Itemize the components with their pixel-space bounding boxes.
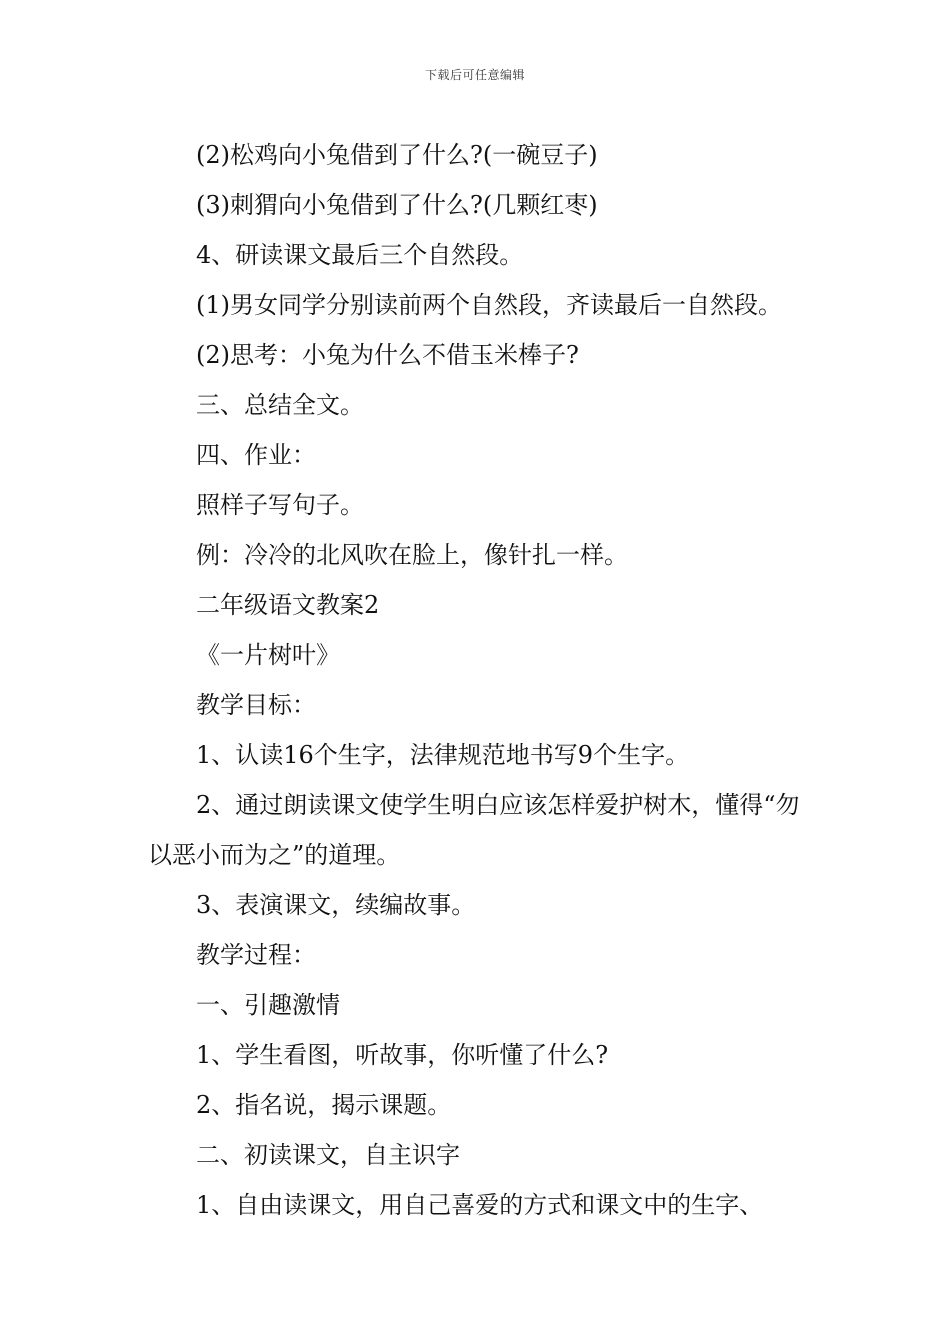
paragraph: 1、认读16个生字，法律规范地书写9个生字。 — [196, 741, 690, 769]
paragraph: 教学过程： — [196, 941, 316, 969]
paragraph: 2、通过朗读课文使学生明白应该怎样爱护树木，懂得“勿以恶小而为之”的道理。 — [148, 791, 800, 869]
paragraph: 四、作业： — [196, 441, 316, 469]
page-header: 下载后可任意编辑 — [424, 68, 525, 82]
paragraph: 4、研读课文最后三个自然段。 — [196, 241, 524, 269]
paragraph: (2)思考：小兔为什么不借玉米棒子? — [196, 341, 579, 369]
paragraph: 照样子写句子。 — [196, 491, 364, 519]
paragraph: 3、表演课文，续编故事。 — [196, 891, 476, 919]
paragraph: 一、引趣激情 — [196, 991, 340, 1019]
paragraph: 例：冷冷的北风吹在脸上，像针扎一样。 — [196, 541, 628, 569]
paragraph: (2)松鸡向小兔借到了什么?(一碗豆子) — [196, 141, 598, 169]
paragraph: (3)刺猬向小兔借到了什么?(几颗红枣) — [196, 191, 598, 219]
lesson-title: 《一片树叶》 — [196, 641, 340, 669]
paragraph: (1)男女同学分别读前两个自然段，齐读最后一自然段。 — [196, 291, 782, 319]
paragraph: 三、总结全文。 — [196, 391, 364, 419]
paragraph: 2、指名说，揭示课题。 — [196, 1091, 452, 1119]
paragraph: 1、自由读课文，用自己喜爱的方式和课文中的生字、 — [196, 1191, 764, 1219]
section-title: 二年级语文教案2 — [196, 591, 380, 619]
document-body — [148, 130, 818, 1230]
paragraph: 二、初读课文，自主识字 — [196, 1141, 460, 1169]
paragraph: 教学目标： — [196, 691, 316, 719]
paragraph: 1、学生看图，听故事，你听懂了什么? — [196, 1041, 609, 1069]
